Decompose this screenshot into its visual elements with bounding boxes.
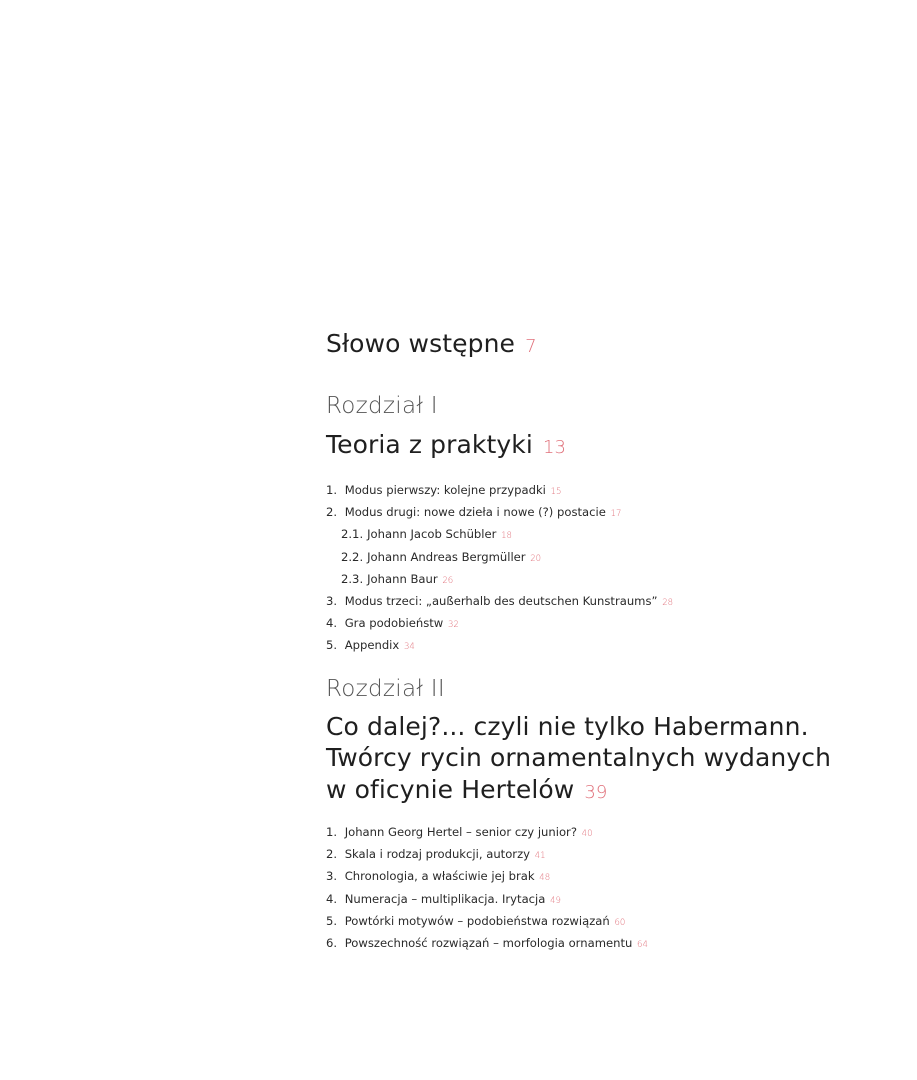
toc-item-page-number: 34 [403, 642, 415, 653]
toc-item-text: Johann Baur [367, 571, 438, 586]
toc-item[interactable] [326, 911, 648, 933]
toc-item-number: 3. [326, 869, 338, 884]
chapter-2-page-number: 39 [584, 782, 608, 803]
toc-item-number: 4. [326, 616, 338, 631]
toc-item-page-number: 48 [539, 873, 551, 884]
chapter-1-title[interactable] [326, 429, 566, 464]
toc-item-text: Powszechność rozwiązań – morfologia ornamentu [344, 936, 633, 951]
chapter-1-page-number: 13 [542, 437, 567, 458]
toc-item-text: Modus drugi: nowe dzieła i nowe (?) postacie [344, 505, 606, 520]
toc-item-text: Johann Andreas Bergmüller [367, 549, 526, 564]
toc-item-text: Modus pierwszy: kolejne przypadki [344, 483, 546, 497]
toc-item[interactable] [326, 480, 673, 502]
toc-item-number: 1. [326, 483, 338, 497]
toc-item-number: 2. [326, 505, 338, 520]
chapter-2-title-line-2[interactable]: Twórcy rycin ornamentalnych wydanych [326, 743, 832, 772]
toc-item-page-number: 15 [550, 487, 562, 497]
toc-item-text: Gra podobieństw [344, 616, 444, 631]
toc-item-number: 2.1. [341, 527, 364, 542]
toc-item-text: Numeracja – multiplikacja. Irytacja [344, 891, 546, 906]
chapter-2-title-line-3[interactable] [326, 774, 607, 809]
toc-item-number: 2. [326, 847, 338, 862]
preface-entry[interactable] [326, 328, 537, 363]
toc-item-page-number: 64 [637, 940, 648, 951]
toc-item-number: 4. [326, 891, 338, 906]
toc-item-number: 5. [326, 638, 338, 653]
chapter-1-items [326, 480, 673, 658]
toc-item[interactable] [326, 866, 648, 888]
toc-item-page-number: 41 [534, 851, 546, 862]
toc-item-text: Modus trzeci: „außerhalb des deutschen Kunstraums” [344, 594, 658, 609]
toc-item[interactable] [326, 502, 673, 524]
toc-item[interactable] [326, 844, 648, 866]
toc-item[interactable] [326, 889, 648, 911]
preface-page-number: 7 [525, 336, 537, 357]
toc-subitem[interactable] [326, 569, 673, 591]
chapter-1-label: Rozdział I [326, 393, 438, 419]
toc-item-text: Appendix [344, 638, 400, 653]
toc-item-number: 3. [326, 594, 338, 609]
toc-item-number: 2.3. [341, 571, 364, 586]
toc-item-text: Johann Georg Hertel – senior czy junior? [344, 825, 577, 839]
chapter-2-items [326, 822, 648, 955]
toc-item-page-number: 18 [501, 531, 512, 542]
toc-item-page-number: 17 [610, 509, 622, 520]
preface-title: Słowo wstępne [326, 329, 516, 358]
toc-item-text: Chronologia, a właściwie jej brak [344, 869, 535, 884]
toc-item-page-number: 32 [447, 620, 459, 631]
toc-item[interactable] [326, 613, 673, 635]
toc-item-page-number: 20 [530, 553, 542, 564]
toc-item-text: Johann Jacob Schübler [367, 527, 497, 542]
chapter-2-title-line: w oficynie Hertelów [326, 775, 575, 804]
toc-subitem[interactable] [326, 547, 673, 569]
toc-item-number: 6. [326, 936, 338, 951]
toc-item[interactable] [326, 635, 673, 657]
toc-item[interactable] [326, 822, 648, 844]
toc-item-number: 1. [326, 825, 338, 839]
toc-item-text: Skala i rodzaj produkcji, autorzy [344, 847, 531, 862]
toc-item-text: Powtórki motywów – podobieństwa rozwiązań [344, 913, 610, 928]
chapter-2-label: Rozdział II [326, 676, 445, 702]
toc-item-number: 5. [326, 913, 338, 928]
toc-item-page-number: 60 [614, 917, 626, 928]
toc-item-page-number: 40 [581, 829, 593, 839]
chapter-1-title-line: Teoria z praktyki [326, 430, 533, 459]
chapter-2-title-line-1[interactable]: Co dalej?... czyli nie tylko Habermann. [326, 712, 809, 741]
toc-item-page-number: 28 [662, 598, 674, 609]
toc-item-page-number: 26 [442, 575, 454, 586]
toc-item-number: 2.2. [341, 549, 364, 564]
toc-item-page-number: 49 [550, 895, 561, 906]
toc-item[interactable] [326, 933, 648, 955]
toc-subitem[interactable] [326, 524, 673, 546]
toc-item[interactable] [326, 591, 673, 613]
